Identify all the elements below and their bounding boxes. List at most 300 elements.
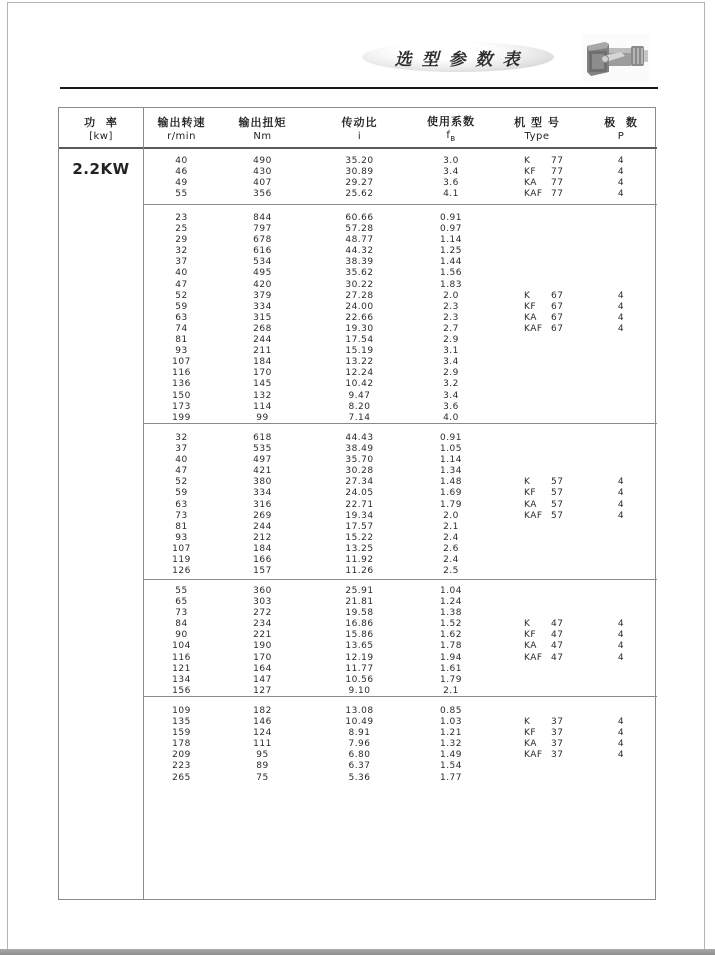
table-section-37: [144, 696, 657, 899]
type-prefix: KAF: [524, 189, 543, 200]
service-factor-cell: 1.04: [439, 586, 463, 596]
type-size: 67: [551, 323, 564, 334]
type-cell: [489, 664, 585, 675]
table-section-57: [144, 423, 657, 579]
torque-cell: 535: [253, 444, 272, 455]
speed-cell: 116: [172, 652, 191, 663]
table-row: [144, 346, 657, 357]
ratio-cell: 7.14: [348, 412, 371, 423]
speed-cell: 121: [172, 663, 191, 674]
ratio-cell: 15.22: [345, 532, 374, 543]
ratio-cell: 12.19: [345, 652, 374, 663]
table-row: [144, 268, 657, 279]
table-row: [144, 544, 657, 555]
service-factor-cell: 2.5: [443, 566, 459, 577]
power-column: [59, 108, 144, 899]
type-cell: [489, 324, 585, 335]
type-cell: [489, 368, 585, 379]
type-cell: [489, 402, 585, 413]
torque-cell: 166: [253, 555, 272, 566]
speed-cell: 25: [175, 224, 188, 235]
type-cell: [489, 544, 585, 555]
service-factor-cell: 1.56: [439, 268, 463, 279]
header-rule: [60, 87, 658, 89]
poles-cell: [585, 213, 657, 224]
speed-cell: 63: [175, 312, 188, 323]
torque-cell: 124: [253, 728, 272, 739]
poles-cell: 4: [617, 630, 625, 641]
ratio-cell: 30.28: [345, 466, 374, 477]
poles-cell: [585, 533, 657, 544]
speed-cell: 90: [175, 630, 188, 641]
service-factor-cell: 1.24: [439, 597, 463, 608]
speed-cell: 104: [172, 641, 191, 652]
type-size: 57: [551, 477, 564, 488]
ratio-cell: 60.66: [345, 213, 374, 223]
torque-cell: 618: [253, 433, 272, 443]
column-header-type: 机 型 号 Type: [514, 115, 560, 142]
type-prefix: KAF: [524, 750, 543, 761]
speed-cell: 55: [175, 586, 188, 596]
torque-cell: 268: [253, 323, 272, 334]
poles-cell: [585, 566, 657, 577]
type-cell: [489, 466, 585, 477]
table-row: [144, 466, 657, 477]
service-factor-cell: 2.7: [443, 323, 459, 334]
type-cell: [489, 268, 585, 279]
ratio-cell: 19.34: [345, 510, 374, 521]
type-prefix: KF: [524, 488, 537, 499]
poles-cell: [585, 346, 657, 357]
type-cell: [489, 246, 585, 257]
torque-cell: 534: [253, 257, 272, 268]
type-size: 57: [551, 510, 564, 521]
table-row: [144, 728, 657, 739]
type-cell: [489, 653, 585, 664]
ratio-cell: 24.05: [345, 488, 374, 499]
ratio-cell: 6.37: [348, 761, 371, 772]
service-factor-cell: 3.2: [443, 379, 459, 390]
poles-cell: [585, 379, 657, 390]
table-row: [144, 641, 657, 652]
torque-cell: 844: [253, 213, 272, 223]
column-header-speed: 输出转速 r/min: [157, 115, 206, 142]
ratio-cell: 11.77: [345, 663, 374, 674]
column-header-torque: 输出扭矩 Nm: [238, 115, 287, 142]
column-header-service-factor: 使用系数 $f_B$: [427, 114, 475, 143]
poles-cell: 4: [617, 167, 625, 178]
table-row: [144, 597, 657, 608]
ratio-cell: 38.39: [345, 257, 374, 268]
torque-cell: 421: [253, 466, 272, 477]
service-factor-cell: 1.34: [439, 466, 463, 477]
ratio-cell: 19.58: [345, 608, 374, 619]
speed-cell: 29: [175, 235, 188, 246]
table-row: [144, 167, 657, 178]
speed-cell: 32: [175, 246, 188, 257]
type-prefix: KAF: [524, 510, 543, 521]
torque-cell: 146: [253, 717, 272, 728]
torque-cell: 269: [253, 510, 272, 521]
type-cell: [489, 357, 585, 368]
torque-cell: 182: [253, 706, 272, 716]
poles-cell: 4: [617, 750, 625, 761]
type-cell: [489, 773, 585, 784]
table-row: [144, 444, 657, 455]
poles-cell: [585, 433, 657, 444]
type-prefix: KA: [524, 178, 537, 189]
poles-cell: 4: [617, 323, 625, 334]
torque-cell: 407: [253, 178, 272, 189]
table-row: [144, 433, 657, 444]
service-factor-cell: 3.4: [443, 390, 459, 401]
service-factor-cell: 1.78: [439, 641, 463, 652]
poles-cell: 4: [617, 189, 625, 200]
table-row: [144, 630, 657, 641]
table-row: [144, 224, 657, 235]
ratio-cell: 8.20: [348, 401, 371, 412]
speed-cell: 52: [175, 290, 188, 301]
speed-cell: 265: [172, 772, 191, 783]
type-cell: [489, 413, 585, 423]
speed-cell: 150: [172, 390, 191, 401]
table-section-77: [144, 149, 657, 204]
speed-cell: 223: [172, 761, 191, 772]
speed-cell: 59: [175, 488, 188, 499]
type-cell: [489, 728, 585, 739]
speed-cell: 40: [175, 268, 188, 279]
table-row: [144, 511, 657, 522]
ratio-cell: 21.81: [345, 597, 374, 608]
poles-cell: 4: [617, 739, 625, 750]
ratio-cell: 12.24: [345, 368, 374, 379]
type-size: 57: [551, 488, 564, 499]
table-row: [144, 324, 657, 335]
speed-cell: 46: [175, 167, 188, 178]
type-cell: [489, 477, 585, 488]
type-cell: [489, 717, 585, 728]
table-row: [144, 189, 657, 200]
type-cell: [489, 761, 585, 772]
type-cell: [489, 566, 585, 577]
table-row: [144, 675, 657, 686]
poles-cell: 4: [617, 488, 625, 499]
type-size: 77: [551, 178, 564, 189]
service-factor-cell: 2.1: [443, 685, 459, 696]
type-cell: [489, 167, 585, 178]
speed-cell: 156: [172, 685, 191, 696]
table-row: [144, 291, 657, 302]
speed-cell: 135: [172, 717, 191, 728]
table-row: [144, 477, 657, 488]
service-factor-cell: 1.21: [439, 728, 463, 739]
service-factor-cell: 1.77: [439, 772, 463, 783]
ratio-cell: 11.26: [345, 566, 374, 577]
speed-cell: 84: [175, 619, 188, 630]
torque-cell: 164: [253, 663, 272, 674]
service-factor-cell: 2.3: [443, 312, 459, 323]
type-cell: [489, 686, 585, 696]
torque-cell: 430: [253, 167, 272, 178]
ratio-cell: 10.56: [345, 674, 374, 685]
table-row: [144, 413, 657, 423]
speed-cell: 40: [175, 455, 188, 466]
poles-cell: 4: [617, 477, 625, 488]
type-cell: [489, 391, 585, 402]
column-header-ratio: 传动比 i: [341, 115, 378, 142]
torque-cell: 184: [253, 357, 272, 368]
speed-cell: 32: [175, 433, 188, 443]
ratio-cell: 29.27: [345, 178, 374, 189]
table-row: [144, 280, 657, 291]
type-prefix: KAF: [524, 323, 543, 334]
speed-cell: 73: [175, 510, 188, 521]
poles-cell: 4: [617, 312, 625, 323]
service-factor-cell: 1.94: [439, 652, 463, 663]
ratio-cell: 7.96: [348, 739, 371, 750]
ratio-cell: 22.66: [345, 312, 374, 323]
type-size: 57: [551, 499, 564, 510]
service-factor-cell: 1.62: [439, 630, 463, 641]
type-cell: [489, 619, 585, 630]
table-row: [144, 608, 657, 619]
table-row: [144, 213, 657, 224]
ratio-cell: 44.43: [345, 433, 374, 443]
torque-cell: 75: [256, 772, 269, 783]
poles-cell: 4: [617, 641, 625, 652]
poles-cell: 4: [617, 156, 625, 166]
speed-cell: 47: [175, 466, 188, 477]
torque-cell: 334: [253, 301, 272, 312]
column-header-power: [59, 108, 143, 149]
torque-cell: 244: [253, 521, 272, 532]
service-factor-cell: 3.6: [443, 178, 459, 189]
torque-cell: 244: [253, 335, 272, 346]
torque-cell: 127: [253, 685, 272, 696]
type-prefix: K: [524, 156, 531, 166]
table-row: [144, 455, 657, 466]
type-size: 37: [551, 739, 564, 750]
table-row: [144, 653, 657, 664]
table-row: [144, 566, 657, 577]
table-row: [144, 302, 657, 313]
ratio-cell: 6.80: [348, 750, 371, 761]
type-prefix: KA: [524, 499, 537, 510]
type-size: 77: [551, 167, 564, 178]
poles-cell: [585, 391, 657, 402]
table-row: [144, 156, 657, 167]
ratio-cell: 25.62: [345, 189, 374, 200]
speed-cell: 126: [172, 566, 191, 577]
speed-cell: 173: [172, 401, 191, 412]
poles-cell: 4: [617, 510, 625, 521]
table-row: [144, 178, 657, 189]
poles-cell: 4: [617, 728, 625, 739]
type-size: 47: [551, 652, 564, 663]
power-header-cn: 功 率: [84, 115, 118, 129]
service-factor-cell: 1.69: [439, 488, 463, 499]
type-cell: [489, 706, 585, 717]
torque-cell: 497: [253, 455, 272, 466]
ratio-cell: 13.22: [345, 357, 374, 368]
torque-cell: 211: [253, 346, 272, 357]
torque-cell: 420: [253, 279, 272, 290]
service-factor-cell: 1.83: [439, 279, 463, 290]
poles-cell: [585, 402, 657, 413]
table-header-row: [144, 108, 657, 149]
ratio-cell: 9.10: [348, 685, 371, 696]
type-size: 37: [551, 717, 564, 728]
poles-cell: [585, 246, 657, 257]
speed-cell: 134: [172, 674, 191, 685]
ratio-cell: 35.70: [345, 455, 374, 466]
torque-cell: 303: [253, 597, 272, 608]
service-factor-cell: 1.44: [439, 257, 463, 268]
type-prefix: KA: [524, 739, 537, 750]
speed-cell: 65: [175, 597, 188, 608]
service-factor-cell: 1.14: [439, 235, 463, 246]
service-factor-cell: 2.0: [443, 290, 459, 301]
service-factor-cell: 3.4: [443, 167, 459, 178]
poles-cell: 4: [617, 717, 625, 728]
service-factor-cell: 2.4: [443, 555, 459, 566]
service-factor-cell: 1.79: [439, 499, 463, 510]
table-row: [144, 379, 657, 390]
speed-cell: 93: [175, 532, 188, 543]
table-row: [144, 357, 657, 368]
speed-cell: 199: [172, 412, 191, 423]
service-factor-cell: 4.1: [443, 189, 459, 200]
speed-cell: 37: [175, 444, 188, 455]
type-cell: [489, 488, 585, 499]
type-cell: [489, 750, 585, 761]
torque-cell: 315: [253, 312, 272, 323]
type-cell: [489, 235, 585, 246]
ratio-cell: 38.49: [345, 444, 374, 455]
type-cell: [489, 379, 585, 390]
poles-cell: [585, 413, 657, 423]
torque-cell: 89: [256, 761, 269, 772]
poles-cell: [585, 368, 657, 379]
poles-cell: [585, 444, 657, 455]
torque-cell: 114: [253, 401, 272, 412]
service-factor-cell: 2.3: [443, 301, 459, 312]
type-cell: [489, 224, 585, 235]
poles-cell: [585, 257, 657, 268]
service-factor-cell: 1.79: [439, 674, 463, 685]
service-factor-cell: 3.6: [443, 401, 459, 412]
type-cell: [489, 213, 585, 224]
ratio-cell: 10.42: [345, 379, 374, 390]
torque-cell: 490: [253, 156, 272, 166]
type-cell: [489, 511, 585, 522]
torque-cell: 99: [256, 412, 269, 423]
torque-cell: 797: [253, 224, 272, 235]
ratio-cell: 16.86: [345, 619, 374, 630]
speed-cell: 40: [175, 156, 188, 166]
speed-cell: 119: [172, 555, 191, 566]
type-cell: [489, 586, 585, 597]
poles-cell: [585, 522, 657, 533]
speed-cell: 55: [175, 189, 188, 200]
poles-cell: [585, 466, 657, 477]
speed-cell: 107: [172, 357, 191, 368]
speed-cell: 209: [172, 750, 191, 761]
ratio-cell: 10.49: [345, 717, 374, 728]
poles-cell: [585, 597, 657, 608]
table-row: [144, 235, 657, 246]
speed-cell: 93: [175, 346, 188, 357]
poles-cell: [585, 686, 657, 696]
service-factor-cell: 2.9: [443, 368, 459, 379]
torque-cell: 616: [253, 246, 272, 257]
poles-cell: 4: [617, 652, 625, 663]
service-factor-cell: 2.1: [443, 521, 459, 532]
table-section-67: [144, 204, 657, 423]
gearmotor-photo-icon: [583, 34, 650, 82]
power-value: 2.2KW: [72, 160, 130, 178]
poles-cell: [585, 586, 657, 597]
type-cell: [489, 675, 585, 686]
ratio-cell: 19.30: [345, 323, 374, 334]
table-row: [144, 761, 657, 772]
poles-cell: [585, 357, 657, 368]
speed-cell: 73: [175, 608, 188, 619]
table-row: [144, 313, 657, 324]
ratio-cell: 30.89: [345, 167, 374, 178]
table-row: [144, 750, 657, 761]
torque-cell: 334: [253, 488, 272, 499]
type-size: 67: [551, 290, 564, 301]
service-factor-cell: 3.1: [443, 346, 459, 357]
ratio-cell: 30.22: [345, 279, 374, 290]
table-row: [144, 335, 657, 346]
torque-cell: 316: [253, 499, 272, 510]
torque-cell: 234: [253, 619, 272, 630]
service-factor-cell: 1.25: [439, 246, 463, 257]
poles-cell: [585, 268, 657, 279]
type-size: 67: [551, 312, 564, 323]
table-row: [144, 488, 657, 499]
ratio-cell: 13.65: [345, 641, 374, 652]
type-size: 37: [551, 750, 564, 761]
type-prefix: KAF: [524, 652, 543, 663]
column-header-poles: 极 数 P: [604, 115, 638, 142]
poles-cell: [585, 555, 657, 566]
type-size: 47: [551, 630, 564, 641]
table-sections: [144, 149, 657, 899]
poles-cell: [585, 455, 657, 466]
speed-cell: 47: [175, 279, 188, 290]
table-row: [144, 706, 657, 717]
table-row: [144, 257, 657, 268]
service-factor-cell: 1.03: [439, 717, 463, 728]
ratio-cell: 35.20: [345, 156, 374, 166]
type-cell: [489, 455, 585, 466]
speed-cell: 49: [175, 178, 188, 189]
power-header-unit: [kw]: [89, 130, 113, 142]
type-prefix: K: [524, 619, 531, 630]
torque-cell: 495: [253, 268, 272, 279]
type-prefix: KF: [524, 167, 537, 178]
poles-cell: [585, 335, 657, 346]
table-row: [144, 368, 657, 379]
type-cell: [489, 433, 585, 444]
poles-cell: [585, 280, 657, 291]
poles-cell: [585, 544, 657, 555]
speed-cell: 136: [172, 379, 191, 390]
torque-cell: 221: [253, 630, 272, 641]
